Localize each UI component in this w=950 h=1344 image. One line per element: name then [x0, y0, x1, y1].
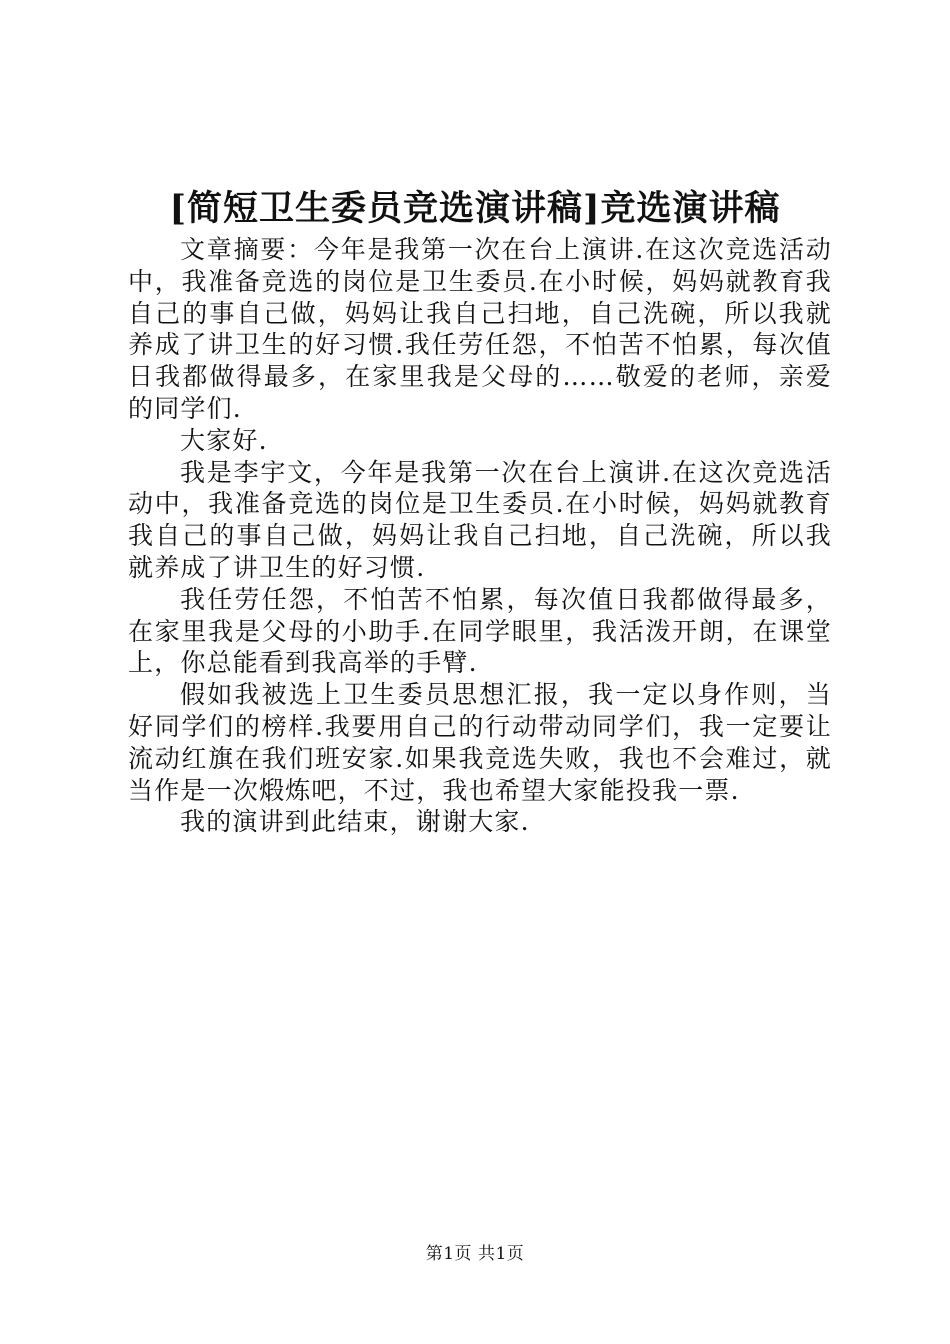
- paragraph-character: 我任劳任怨，不怕苦不怕累，每次值日我都做得最多，在家里我是父母的小助手.在同学眼里，我活泼开朗，在课堂上，你总能看到我高举的手臂.: [128, 584, 832, 678]
- paragraph-greeting: 大家好.: [180, 425, 268, 455]
- paragraph-abstract: 文章摘要：今年是我第一次在台上演讲.在这次竞选活动中，我准备竞选的岗位是卫生委员.在小时候，妈妈就教育我自己的事自己做，妈妈让我自己扫地，自己洗碗，所以我就养成了讲卫生的好习惯.我任劳任怨，不怕苦不怕累，每次值日我都做得最多，在家里我是父母的……敬爱的老师，亲爱的同学们.: [128, 235, 832, 423]
- document-title: [简短卫生委员竞选演讲稿]竞选演讲稿: [169, 188, 781, 229]
- document-body: [128, 234, 832, 838]
- paragraph-closing: 我的演讲到此结束，谢谢大家.: [180, 807, 530, 837]
- paragraph-promise: 假如我被选上卫生委员思想汇报，我一定以身作则，当好同学们的榜样.我要用自己的行动带动同学们，我一定要让流动红旗在我们班安家.如果我竞选失败，我也不会难过，就当作是一次煅炼吧，不过，我也希望大家能投我一票.: [128, 680, 832, 805]
- paragraph-introduction: 我是李宇文，今年是我第一次在台上演讲.在这次竞选活动中，我准备竞选的岗位是卫生委员.在小时候，妈妈就教育我自己的事自己做，妈妈让我自己扫地，自己洗碗，所以我就养成了讲卫生的好习惯.: [128, 457, 832, 582]
- page-number-footer: 第1页 共1页: [425, 1244, 525, 1264]
